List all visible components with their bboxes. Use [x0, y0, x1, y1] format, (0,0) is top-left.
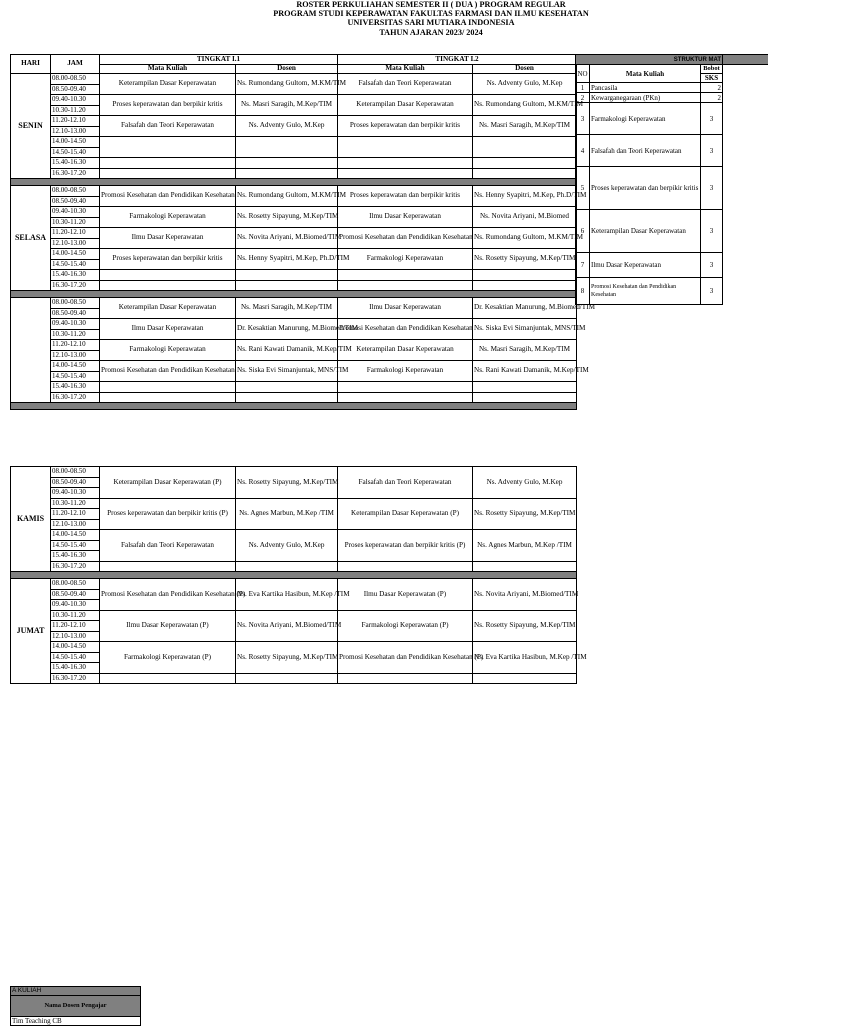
course-cell: Falsafah dan Teori Keperawatan	[100, 530, 236, 562]
course-cell: Proses keperawatan dan berpikir kritis	[338, 116, 473, 137]
dosen-table-title: A KULIAH	[11, 987, 141, 996]
empty-cell	[338, 270, 473, 281]
lecturer-cell: Ns. Henny Syapitri, M.Kep, Ph.D/TIM	[236, 249, 338, 270]
empty-cell	[473, 137, 577, 158]
empty-cell	[236, 137, 338, 158]
struktur-course: Keterampilan Dasar Keperawatan	[590, 210, 701, 253]
table-row	[11, 228, 577, 239]
empty-cell	[338, 158, 473, 169]
empty-cell	[100, 392, 236, 403]
table-row	[11, 74, 577, 85]
course-cell: Ilmu Dasar Keperawatan (P)	[100, 610, 236, 642]
empty-cell	[236, 270, 338, 281]
time-slot: 08.00-08.50	[51, 298, 100, 309]
course-cell: Ilmu Dasar Keperawatan	[100, 319, 236, 340]
time-slot: 09.40-10.30	[51, 95, 100, 106]
lecturer-cell: Ns. Novita Ariyani, M.Biomed/TIM	[236, 610, 338, 642]
struktur-no: 5	[576, 167, 590, 210]
lecturer-cell: Ns. Adventy Gulo, M.Kep	[236, 530, 338, 562]
course-cell: Ilmu Dasar Keperawatan	[338, 207, 473, 228]
header-mata-kuliah: Mata Kuliah	[100, 65, 236, 74]
struktur-table	[575, 54, 768, 305]
empty-cell	[236, 280, 338, 291]
time-slot: 15.40-16.30	[51, 551, 100, 562]
time-slot: 12.10-13.00	[51, 631, 100, 642]
empty-cell	[473, 392, 577, 403]
empty-cell	[100, 673, 236, 684]
lecturer-cell: Ns. Rumondang Gultom, M.KM/TIM	[473, 228, 577, 249]
struktur-header-no: NO	[576, 65, 590, 83]
lecturer-cell: Ns. Rosetty Sipayung, M.Kep/TIM	[473, 610, 577, 642]
day-label-kamis: KAMIS	[11, 467, 51, 572]
time-slot: 09.40-10.30	[51, 319, 100, 330]
struktur-row	[576, 135, 768, 167]
table-row	[11, 530, 577, 541]
time-slot: 14.50-15.40	[51, 147, 100, 158]
time-slot: 15.40-16.30	[51, 270, 100, 281]
struktur-sks: 3	[701, 278, 723, 305]
time-slot: 12.10-13.00	[51, 519, 100, 530]
struktur-row	[576, 93, 768, 103]
struktur-no: 7	[576, 253, 590, 278]
empty-cell	[338, 137, 473, 158]
time-slot: 11.20-12.10	[51, 340, 100, 351]
course-cell: Proses keperawatan dan berpikir kritis (P)	[338, 530, 473, 562]
empty-cell	[100, 168, 236, 179]
time-slot: 11.20-12.10	[51, 509, 100, 520]
table-row	[11, 186, 577, 197]
struktur-sks: 3	[701, 253, 723, 278]
course-cell: Proses keperawatan dan berpikir kritis	[100, 249, 236, 270]
table-row	[11, 579, 577, 590]
table-row	[11, 392, 577, 403]
header-dosen: Dosen	[236, 65, 338, 74]
course-cell: Promosi Kesehatan dan Pendidikan Kesehatan	[100, 361, 236, 382]
table-row	[11, 168, 577, 179]
document-title	[0, 0, 862, 37]
lecturer-cell: Ns. Novita Ariyani, M.Biomed	[473, 207, 577, 228]
time-slot: 14.00-14.50	[51, 530, 100, 541]
struktur-sks: 3	[701, 103, 723, 135]
course-cell: Ilmu Dasar Keperawatan	[100, 228, 236, 249]
title-line-4: TAHUN AJARAN 2023/ 2024	[379, 27, 483, 37]
time-slot: 09.40-10.30	[51, 207, 100, 218]
table-row	[11, 158, 577, 169]
empty-cell	[338, 168, 473, 179]
struktur-course: Falsafah dan Teori Keperawatan	[590, 135, 701, 167]
course-cell: Falsafah dan Teori Keperawatan	[100, 116, 236, 137]
day-separator	[11, 572, 577, 579]
time-slot: 10.30-11.20	[51, 610, 100, 621]
lecturer-cell: Ns. Rosetty Sipayung, M.Kep/TIM	[473, 249, 577, 270]
course-cell: Keterampilan Dasar Keperawatan (P)	[100, 467, 236, 499]
empty-cell	[236, 392, 338, 403]
dosen-table	[10, 986, 141, 1026]
empty-cell	[236, 158, 338, 169]
course-cell: Proses keperawatan dan berpikir kritis	[100, 95, 236, 116]
struktur-sks: 2	[701, 83, 723, 93]
course-cell: Ilmu Dasar Keperawatan	[338, 298, 473, 319]
struktur-course: Promosi Kesehatan dan Pendidikan Kesehatan	[590, 278, 701, 305]
course-cell: Promosi Kesehatan dan Pendidikan Kesehatan (P)	[338, 642, 473, 674]
empty-cell	[473, 673, 577, 684]
time-slot: 08.00-08.50	[51, 579, 100, 590]
course-cell: Keterampilan Dasar Keperawatan	[338, 95, 473, 116]
empty-cell	[473, 158, 577, 169]
struktur-row	[576, 167, 768, 210]
lecturer-cell: Ns. Masri Saragih, M.Kep/TIM	[473, 116, 577, 137]
struktur-no: 1	[576, 83, 590, 93]
empty-cell	[338, 280, 473, 291]
lecturer-cell: Ns. Adventy Gulo, M.Kep	[473, 467, 577, 499]
empty-cell	[338, 673, 473, 684]
empty-cell	[236, 382, 338, 393]
struktur-sks: 3	[701, 135, 723, 167]
time-slot: 08.50-09.40	[51, 196, 100, 207]
time-slot: 08.00-08.50	[51, 186, 100, 197]
lecturer-cell: Ns. Masri Saragih, M.Kep/TIM	[473, 340, 577, 361]
table-row	[11, 642, 577, 653]
lecturer-cell: Ns. Agnes Marbun, M.Kep /TIM	[236, 498, 338, 530]
empty-cell	[473, 270, 577, 281]
table-row	[11, 249, 577, 260]
day-label-selasa: SELASA	[11, 186, 51, 291]
time-slot: 11.20-12.10	[51, 621, 100, 632]
empty-cell	[236, 561, 338, 572]
lecturer-cell: Ns. Eva Kartika Hasibun, M.Kep /TIM	[473, 642, 577, 674]
lecturer-cell: Dr. Kesaktian Manurung, M.Biomed/TIM	[236, 319, 338, 340]
course-cell: Falsafah dan Teori Keperawatan	[338, 467, 473, 499]
time-slot: 08.50-09.40	[51, 308, 100, 319]
struktur-row	[576, 83, 768, 93]
time-slot: 16.30-17.20	[51, 561, 100, 572]
time-slot: 08.00-08.50	[51, 74, 100, 85]
header-mata-kuliah: Mata Kuliah	[338, 65, 473, 74]
struktur-row	[576, 278, 768, 305]
lecturer-cell: Ns. Rosetty Sipayung, M.Kep/TIM	[236, 207, 338, 228]
time-slot: 16.30-17.20	[51, 168, 100, 179]
time-slot: 10.30-11.20	[51, 105, 100, 116]
table-row	[11, 467, 577, 478]
table-row	[11, 382, 577, 393]
course-cell: Keterampilan Dasar Keperawatan (P)	[338, 498, 473, 530]
table-row	[11, 319, 577, 330]
lecturer-cell: Ns. Novita Ariyani, M.Biomed/TIM	[473, 579, 577, 611]
struktur-header-sks: SKS	[701, 74, 723, 83]
dosen-table-row: Tim Teaching CB	[11, 1017, 141, 1026]
struktur-course: Ilmu Dasar Keperawatan	[590, 253, 701, 278]
empty-cell	[100, 158, 236, 169]
struktur-course: Proses keperawatan dan berpikir kritis	[590, 167, 701, 210]
table-row	[11, 280, 577, 291]
title-line-2: PROGRAM STUDI KEPERAWATAN FAKULTAS FARMASI DAN ILMU KESEHATAN	[273, 9, 589, 19]
empty-cell	[100, 270, 236, 281]
time-slot: 08.50-09.40	[51, 589, 100, 600]
day-separator	[11, 403, 577, 410]
schedule-table-top	[10, 54, 595, 410]
time-slot: 11.20-12.10	[51, 116, 100, 127]
time-slot: 14.50-15.40	[51, 540, 100, 551]
time-slot: 16.30-17.20	[51, 280, 100, 291]
course-cell: Farmakologi Keperawatan	[338, 361, 473, 382]
course-cell: Farmakologi Keperawatan	[338, 249, 473, 270]
lecturer-cell: Ns. Eva Kartika Hasibun, M.Kep /TIM	[236, 579, 338, 611]
title-line-1: ROSTER PERKULIAHAN SEMESTER II ( DUA ) PROGRAM REGULAR	[296, 0, 566, 9]
struktur-sks: 3	[701, 210, 723, 253]
lecturer-cell: Ns. Adventy Gulo, M.Kep	[236, 116, 338, 137]
struktur-row	[576, 103, 768, 135]
struktur-title: STRUKTUR MAT	[576, 55, 723, 65]
dosen-table-header: Nama Dosen Pengajar	[11, 996, 141, 1017]
struktur-no: 6	[576, 210, 590, 253]
empty-cell	[473, 382, 577, 393]
header-dosen: Dosen	[473, 65, 577, 74]
lecturer-cell: Ns. Masri Saragih, M.Kep/TIM	[236, 298, 338, 319]
day-label-rabu	[11, 298, 51, 403]
course-cell: Keterampilan Dasar Keperawatan	[338, 340, 473, 361]
course-cell: Farmakologi Keperawatan (P)	[338, 610, 473, 642]
time-slot: 14.00-14.50	[51, 361, 100, 372]
lecturer-cell: Ns. Siska Evi Simanjuntak, MNS/TIM	[473, 319, 577, 340]
struktur-no: 3	[576, 103, 590, 135]
time-slot: 10.30-11.20	[51, 217, 100, 228]
time-slot: 10.30-11.20	[51, 329, 100, 340]
course-cell: Farmakologi Keperawatan	[100, 207, 236, 228]
header-jam: JAM	[51, 55, 100, 74]
struktur-course: Pancasila	[590, 83, 701, 93]
table-row	[11, 270, 577, 281]
struktur-row	[576, 253, 768, 278]
time-slot: 08.50-09.40	[51, 84, 100, 95]
title-line-3: UNIVERSITAS SARI MUTIARA INDONESIA	[347, 18, 515, 28]
struktur-course: Kewarganegaraan (PKn)	[590, 93, 701, 103]
time-slot: 12.10-13.00	[51, 238, 100, 249]
lecturer-cell: Ns. Novita Ariyani, M.Biomed/TIM	[236, 228, 338, 249]
time-slot: 15.40-16.30	[51, 158, 100, 169]
struktur-title-fill	[723, 55, 768, 65]
time-slot: 10.30-11.20	[51, 498, 100, 509]
table-row	[11, 673, 577, 684]
course-cell: Ilmu Dasar Keperawatan (P)	[338, 579, 473, 611]
struktur-sks: 2	[701, 93, 723, 103]
day-separator	[11, 179, 577, 186]
lecturer-cell: Ns. Rumondang Gultom, M.KM/TIM	[473, 95, 577, 116]
time-slot: 14.50-15.40	[51, 652, 100, 663]
struktur-sks: 3	[701, 167, 723, 210]
course-cell: Falsafah dan Teori Keperawatan	[338, 74, 473, 95]
course-cell: Promosi Kesehatan dan Pendidikan Kesehatan (P)	[100, 579, 236, 611]
table-row	[11, 498, 577, 509]
lecturer-cell: Ns. Rosetty Sipayung, M.Kep/TIM	[473, 498, 577, 530]
empty-cell	[100, 382, 236, 393]
lecturer-cell: Ns. Siska Evi Simanjuntak, MNS/TIM	[236, 361, 338, 382]
struktur-no: 4	[576, 135, 590, 167]
struktur-no: 8	[576, 278, 590, 305]
table-row	[11, 561, 577, 572]
struktur-no: 2	[576, 93, 590, 103]
empty-cell	[100, 561, 236, 572]
day-separator	[11, 291, 577, 298]
lecturer-cell: Ns. Rosetty Sipayung, M.Kep/TIM	[236, 467, 338, 499]
course-cell: Proses keperawatan dan berpikir kritis (P)	[100, 498, 236, 530]
table-row	[11, 610, 577, 621]
time-slot: 08.50-09.40	[51, 477, 100, 488]
empty-cell	[338, 382, 473, 393]
lecturer-cell: Dr. Kesaktian Manurung, M.Biomed/TIM	[473, 298, 577, 319]
time-slot: 09.40-10.30	[51, 600, 100, 611]
time-slot: 11.20-12.10	[51, 228, 100, 239]
empty-cell	[338, 561, 473, 572]
table-row	[11, 361, 577, 372]
table-row	[11, 95, 577, 106]
header-tingkat-1-2: TINGKAT I.2	[338, 55, 577, 65]
time-slot: 14.00-14.50	[51, 137, 100, 148]
empty-cell	[100, 137, 236, 158]
empty-cell	[473, 168, 577, 179]
lecturer-cell: Ns. Henny Syapitri, M.Kep, Ph.D/TIM	[473, 186, 577, 207]
day-label-senin: SENIN	[11, 74, 51, 179]
table-row	[11, 298, 577, 309]
header-hari: HARI	[11, 55, 51, 74]
time-slot: 14.00-14.50	[51, 249, 100, 260]
lecturer-cell: Ns. Agnes Marbun, M.Kep /TIM	[473, 530, 577, 562]
time-slot: 16.30-17.20	[51, 392, 100, 403]
struktur-header-bobot: Bobot	[701, 65, 723, 74]
empty-cell	[236, 673, 338, 684]
time-slot: 09.40-10.30	[51, 488, 100, 499]
course-cell: Keterampilan Dasar Keperawatan	[100, 298, 236, 319]
empty-cell	[473, 561, 577, 572]
time-slot: 12.10-13.00	[51, 350, 100, 361]
time-slot: 15.40-16.30	[51, 382, 100, 393]
course-cell: Farmakologi Keperawatan	[100, 340, 236, 361]
course-cell: Farmakologi Keperawatan (P)	[100, 642, 236, 674]
time-slot: 15.40-16.30	[51, 663, 100, 674]
lecturer-cell: Ns. Rani Kawati Damanik, M.Kep/TIM	[473, 361, 577, 382]
table-row	[11, 340, 577, 351]
course-cell: Promosi Kesehatan dan Pendidikan Kesehatan	[338, 228, 473, 249]
lecturer-cell: Ns. Rumondang Gultom, M.KM/TIM	[236, 186, 338, 207]
table-row	[11, 116, 577, 127]
course-cell: Keterampilan Dasar Keperawatan	[100, 74, 236, 95]
course-cell: Proses keperawatan dan berpikir kritis	[338, 186, 473, 207]
lecturer-cell: Ns. Rosetty Sipayung, M.Kep/TIM	[236, 642, 338, 674]
time-slot: 14.50-15.40	[51, 371, 100, 382]
schedule-table-bottom	[10, 466, 587, 684]
time-slot: 12.10-13.00	[51, 126, 100, 137]
empty-cell	[473, 280, 577, 291]
struktur-course: Farmakologi Keperawatan	[590, 103, 701, 135]
table-row	[11, 137, 577, 148]
time-slot: 16.30-17.20	[51, 673, 100, 684]
lecturer-cell: Ns. Rani Kawati Damanik, M.Kep/TIM	[236, 340, 338, 361]
header-tingkat-1-1: TINGKAT I.1	[100, 55, 338, 65]
time-slot: 14.50-15.40	[51, 259, 100, 270]
table-row	[11, 207, 577, 218]
struktur-row	[576, 210, 768, 253]
course-cell: Promosi Kesehatan dan Pendidikan Kesehatan	[338, 319, 473, 340]
empty-cell	[236, 168, 338, 179]
day-label-jumat: JUMAT	[11, 579, 51, 684]
lecturer-cell: Ns. Masri Saragih, M.Kep/TIM	[236, 95, 338, 116]
time-slot: 14.00-14.50	[51, 642, 100, 653]
empty-cell	[100, 280, 236, 291]
course-cell: Promosi Kesehatan dan Pendidikan Kesehatan	[100, 186, 236, 207]
lecturer-cell: Ns. Rumondang Gultom, M.KM/TIM	[236, 74, 338, 95]
struktur-header-mk: Mata Kuliah	[590, 65, 701, 83]
empty-cell	[338, 392, 473, 403]
time-slot: 08.00-08.50	[51, 467, 100, 478]
lecturer-cell: Ns. Adventy Gulo, M.Kep	[473, 74, 577, 95]
